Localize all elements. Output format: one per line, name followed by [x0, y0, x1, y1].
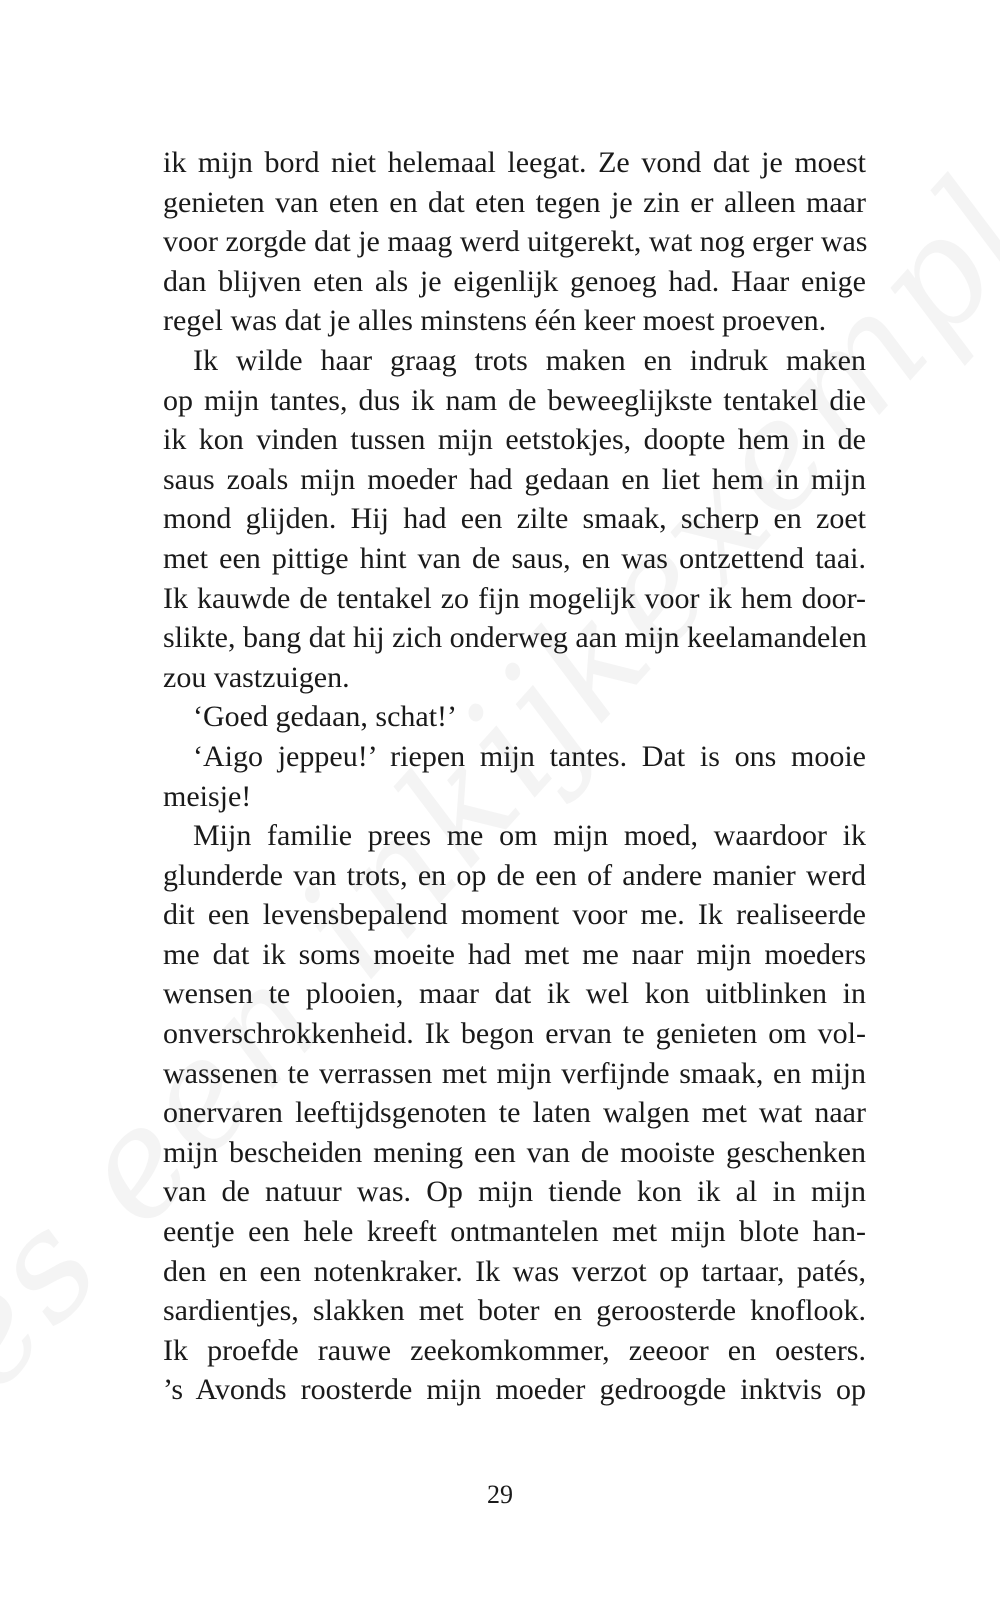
text-line: eentje een hele kreeft ontmantelen met mijn blote han- [163, 1215, 866, 1249]
text-line: saus zoals mijn moeder had gedaan en liet hem in mijn [163, 462, 866, 496]
body-text [163, 143, 866, 1410]
text-line: ik kon vinden tussen mijn eetstokjes, doopte hem in de [163, 423, 866, 457]
text-line: dit een levensbepalend moment voor me. Ik realiseerde [163, 898, 866, 932]
text-line: slikte, bang dat hij zich onderweg aan mijn keelamandelen [163, 621, 867, 655]
text-line: glunderde van trots, en op de een of andere manier werd [163, 858, 866, 892]
text-line: ik mijn bord niet helemaal leegat. Ze vond dat je moest [163, 146, 866, 179]
text-line: mijn bescheiden mening een van de mooiste geschenken [163, 1135, 866, 1169]
text-line: met een pittige hint van de saus, en was ontzettend taai. [163, 541, 866, 575]
text-line: meisje! [163, 779, 252, 813]
text-line: Ik kauwde de tentakel zo fijn mogelijk voor ik hem door- [163, 581, 866, 615]
text-line: onervaren leeftijdsgenoten te laten walgen met wat naar [163, 1096, 866, 1130]
text-line: sardientjes, slakken met boter en geroosterde knoflook. [163, 1294, 866, 1328]
text-line: op mijn tantes, dus ik nam de beweeglijkste tentakel die [163, 383, 866, 417]
text-line: dan blijven eten als je eigenlijk genoeg had. Haar enige [163, 264, 866, 298]
text-line: ‘Goed gedaan, schat!’ [163, 700, 458, 734]
text-line: me dat ik soms moeite had met me naar mijn moeders [163, 937, 866, 971]
text-line: Ik wilde haar graag trots maken en indruk maken [163, 343, 866, 377]
text-line: zou vastzuigen. [163, 660, 350, 694]
text-line: Ik proefde rauwe zeekomkommer, zeeoor en oesters. [163, 1333, 866, 1367]
text-line: wassenen te verrassen met mijn verfijnde smaak, en mijn [163, 1056, 866, 1090]
text-line: genieten van eten en dat eten tegen je zin er alleen maar [163, 185, 866, 219]
text-line: mond glijden. Hij had een zilte smaak, scherp en zoet [163, 502, 866, 536]
page-number: 29 [487, 1480, 513, 1509]
text-line: den en een notenkraker. Ik was verzot op tartaar, patés, [163, 1254, 866, 1288]
text-line: regel was dat je alles minstens één keer moest proeven. [163, 304, 827, 338]
text-line: onverschrokkenheid. Ik begon ervan te genieten om vol- [163, 1017, 866, 1051]
text-line: wensen te plooien, maar dat ik wel kon uitblinken in [163, 977, 866, 1011]
text-line: Mijn familie prees me om mijn moed, waardoor ik [163, 819, 866, 853]
text-line: ’s Avonds roosterde mijn moeder gedroogde inktvis op [163, 1373, 866, 1407]
text-line: van de natuur was. Op mijn tiende kon ik al in mijn [163, 1175, 866, 1209]
text-line: voor zorgde dat je maag werd uitgerekt, wat nog erger was [163, 225, 868, 259]
text-line: ‘Aigo jeppeu!’ riepen mijn tantes. Dat is ons mooie [163, 739, 866, 773]
